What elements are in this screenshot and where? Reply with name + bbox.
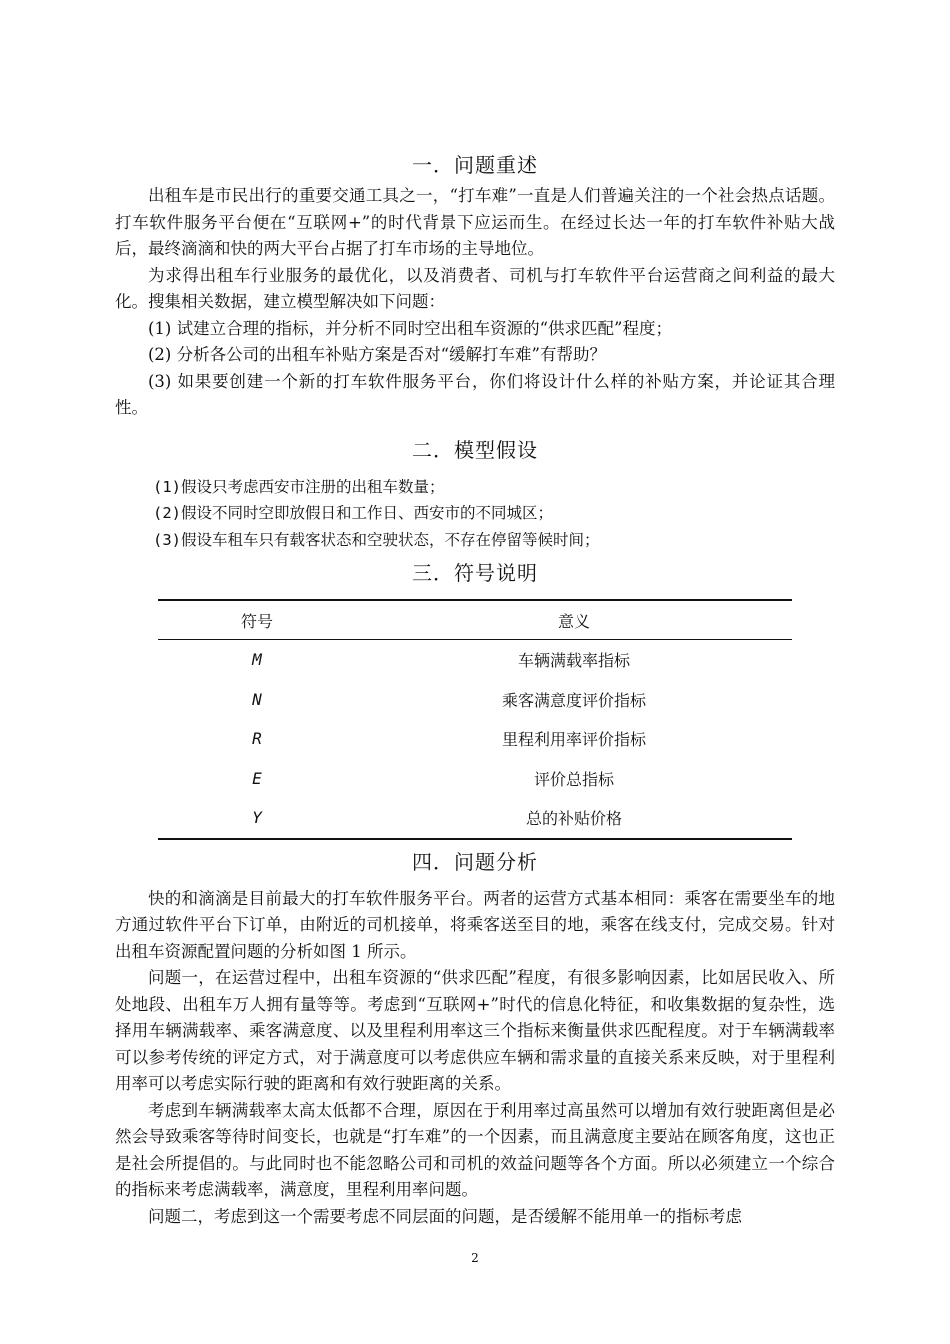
meaning-cell: 乘客满意度评价指标 (501, 690, 646, 710)
table-row (158, 798, 792, 839)
problem-item: (2) 分析各公司的出租车补贴方案是否对“缓解打车难”有帮助？ (148, 345, 606, 364)
table-row (158, 640, 792, 680)
page-content (115, 143, 835, 1230)
section-title-symbols: 三．符号说明 (412, 561, 538, 585)
paragraph: 快的和滴滴是目前最大的打车软件服务平台。两者的运营方式基本相同：乘客在需要坐车的地方通过软件平台下订单，由附近的司机接单，将乘客送至目的地，乘客在线支付，完成交易。针对出租车资源配置问题的分析如图 1 所示。 (115, 888, 835, 961)
table-header-row (158, 600, 792, 640)
symbol-cell: R (252, 729, 262, 749)
assumption-item: (1)假设只考虑西安市注册的出租车数量； (153, 477, 445, 496)
paragraph: 问题二，考虑到这一个需要考虑不同层面的问题，是否缓解不能用单一的指标考虑 (148, 1206, 742, 1226)
assumption-item: (2)假设不同时空即放假日和工作日、西安市的不同城区； (153, 504, 553, 522)
table-row (158, 719, 792, 759)
column-header-meaning: 意义 (356, 600, 792, 640)
problem-item: (3) 如果要创建一个新的打车软件服务平台，你们将设计什么样的补贴方案，并论证其合理性。 (115, 371, 835, 417)
meaning-cell: 里程利用率评价指标 (501, 730, 646, 750)
symbol-cell: E (252, 768, 262, 788)
symbol-cell: M (252, 650, 262, 670)
section-title-assumptions: 二．模型假设 (412, 437, 538, 462)
paragraph: 为求得出租车行业服务的最优化，以及消费者、司机与打车软件平台运营商之间利益的最大化。搜集相关数据，建立模型解决如下问题： (115, 265, 835, 311)
column-header-symbol: 符号 (158, 600, 356, 640)
meaning-cell: 车辆满载率指标 (517, 651, 630, 671)
table-row (158, 759, 792, 799)
symbol-cell: Y (252, 808, 262, 828)
symbol-cell: N (252, 689, 262, 709)
paragraph: 考虑到车辆满载率太高太低都不合理，原因在于利用率过高虽然可以增加有效行驶距离但是必然会导致乘客等待时间变长，也就是“打车难”的一个因素，而且满意度主要站在顾客角度，这也正是社会所提倡的。与此同时也不能忽略公司和司机的效益问题等各个方面。所以必须建立一个综合的指标来考虑满载率，满意度，里程利用率问题。 (115, 1100, 835, 1199)
symbol-table (158, 599, 792, 840)
page-number: 2 (471, 1251, 479, 1265)
table-row (158, 680, 792, 720)
section-title-restatement: 一．问题重述 (412, 153, 538, 177)
meaning-cell: 评价总指标 (533, 769, 614, 789)
assumption-item: (3)假设车租车只有载客状态和空驶状态，不存在停留等候时间； (153, 530, 600, 549)
paragraph: 出租车是市民出行的重要交通工具之一，“打车难”一直是人们普遍关注的一个社会热点话题。打车软件服务平台便在“互联网+”的时代背景下应运而生。在经过长达一年的打车软件补贴大战后，最终滴滴和快的两大平台占据了打车市场的主导地位。 (115, 186, 835, 258)
section-title-analysis: 四．问题分析 (412, 849, 538, 874)
problem-item: (1) 试建立合理的指标，并分析不同时空出租车资源的“供求匹配”程度； (148, 318, 672, 338)
paragraph: 问题一，在运营过程中，出租车资源的“供求匹配”程度，有很多影响因素，比如居民收入、所处地段、出租车万人拥有量等等。考虑到“互联网+”时代的信息化特征，和收集数据的复杂性，选择用车辆满载率、乘客满意度、以及里程利用率这三个指标来衡量供求匹配程度。对于车辆满载率可以参考传统的评定方式，对于满意度可以考虑供应车辆和需求量的直接关系来反映，对于里程利用率可以考虑实际行驶的距离和有效行驶距离的关系。 (115, 968, 835, 1093)
meaning-cell: 总的补贴价格 (525, 809, 622, 829)
